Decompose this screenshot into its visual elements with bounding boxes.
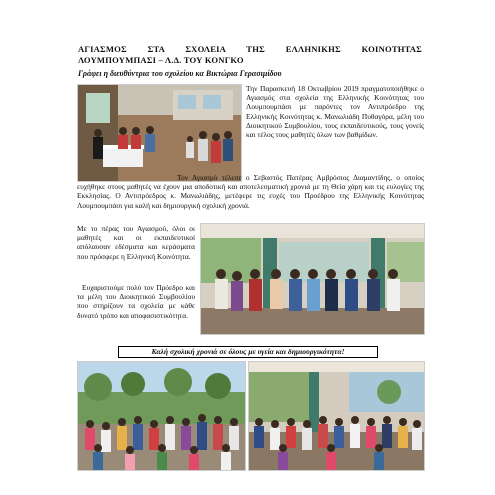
photo-students-veranda [248,361,425,471]
photo-community-group [200,223,425,335]
document-subtitle: Γράφει η διευθύντρια του σχολείου κα Βικτώρια Γερασιμίδου [78,69,282,78]
paragraph-2: Τον Αγιασμό τέλεσε ο Σεβαστός Πατέρας Αμβρόσιος Διαμαντίδης, ο οποίος ευχήθηκε στους μαθητές να έχουν μια αποδοτική και αποτελεσματική χρονιά με τη Θεία χάρη και τις ευλογίες της Εκκλησίας. Ο Αντιπρόεδρος κ. Μανωλιάδης, μετέφερε τις ευχές του Προέδρου της Ελληνικής Κοινότητας Λουμπουμπάσι για καλή και δημιουργική σχολική χρονιά. [77,173,424,210]
paragraph-1: Την Παρασκευή 18 Οκτωβρίου 2019 πραγματοποιήθηκε ο Αγιασμός στα σχολεία της Ελληνικής Κοινότητας του Λουμπουμπάσι με παρόντες τον Αντιπρόεδρο της Ελληνικής Κοινότητας κ. Μανωλιάδη Πυθαγόρα, μέλη του Διοικητικού Συμβουλίου, τους εκπαιδευτικούς, τους γονείς και τέλος τους μαθητές όλων των βαθμίδων. [246,84,424,140]
closing-banner: Καλή σχολική χρονιά σε όλους με υγεία και δημιουργικότητα! [118,346,378,358]
photo-ceremony-corridor [77,84,242,182]
paragraph-3: Με το πέρας του Αγιασμού, όλοι οι μαθητές και οι εκπαιδευτικοί απόλαυσαν εδέσματα και κεράσματα που πρόσφερε η Ελληνική Κοινότητα. [77,224,195,261]
title-line-2: ΛΟΥΜΠΟΥΜΠΑΣΙ – Λ.Δ. ΤΟΥ ΚΟΝΓΚΟ [78,54,244,65]
paragraph-4: Ευχαριστούμε πολύ τον Πρόεδρο και τα μέλη του Διοικητικού Συμβουλίου που στηρίζουν τα σχολεία με κάθε δυνατό τρόπο και αποφασιστικότητα. [77,283,195,320]
photo-students-yard [77,361,246,471]
document-title [78,44,422,65]
title-line-1: ΑΓΙΑΣΜΟΣ ΣΤΑ ΣΧΟΛΕΙΑ ΤΗΣ ΕΛΛΗΝΙΚΗΣ ΚΟΙΝΟΤΗΤΑΣ [78,44,422,54]
